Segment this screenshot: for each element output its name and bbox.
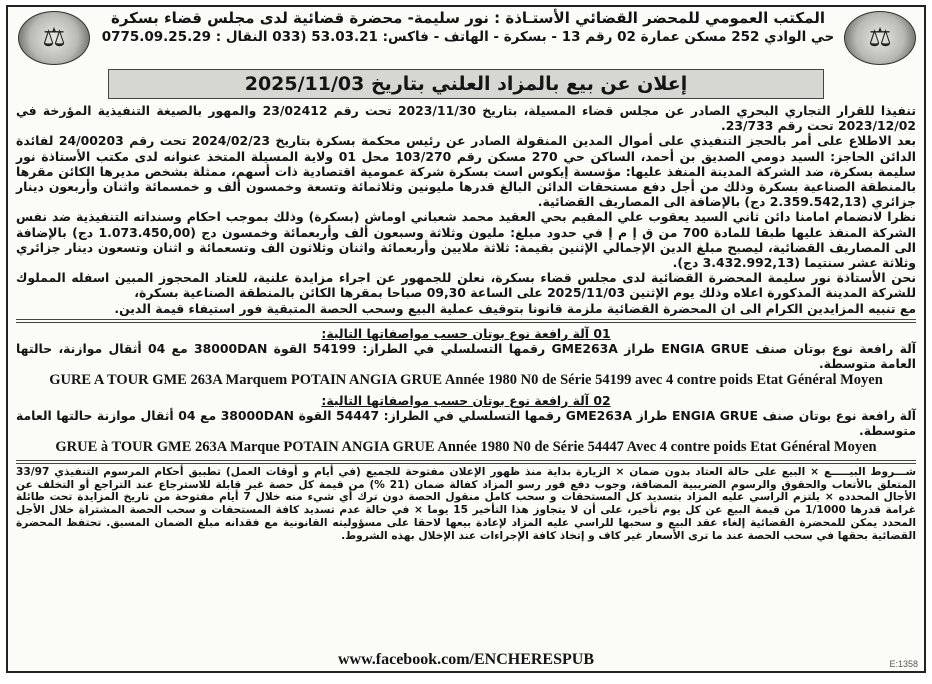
notice-body	[16, 103, 916, 543]
lot-description-fr: GRUE à TOUR GME 263A Marque POTAIN ANGIA GRUE Année 1980 N0 de Série 54447 Avec 4 contre poids Etat Général Moyen	[55, 438, 877, 455]
office-info	[100, 9, 836, 46]
paragraph-second-creditor: نظرا لانضمام امامنا دائن ثاني السيد يعقوب علي المقيم بحي العقيد محمد شعباني اوماش (بسكرة) وذلك بموجب احكام وسنداته التنفيذية ضد نفس الشركة المنفذ عليها طبقا للمادة 700 من ق إ م إ في حدود مبلغ: مليون وثلاثة وسبعون ألف وأربعمائة وخمسون دج (1.073.450,00 دج) بالإضافة الى المصاريف القضائية، ليصبح مبلغ الدين الإجمالي الإثنين بقيمة: ثلاثة ملايين وأربعمائة واثنان وثلاثون الف وتسعمائة و اثنان وتسعون دينار جزائري وثلاثة عشر سنتيما (3.432.992,13 دج).	[16, 209, 916, 271]
lot-heading: 01 آلة رافعة نوع بوتان حسب مواصفاتها التالية:	[321, 325, 611, 341]
sale-conditions: شـــروط البيـــــع × البيع على حالة العتاد بدون ضمان × الزيارة بداية منذ ظهور الإعلان مفتوحة للجميع (في أيام و أوقات العمل) تطبيق أحكام المرسوم التنفيذي 33/97 المتعلق بالأتعاب والحقوق والرسوم الضريبية المضافة، وجوب دفع فور رسو المزاد كفالة ضمان (21 %) من قيمة كل حصة غير قابلة للاسترجاع عند التراجع أو التخلف عن الأجال المحدده × يلتزم الراسي عليه المزاد بتسديد كل المستحقات و سحب كامل منقول الحصة دون ترك أي شيء منه خلال 7 أيام مفتوحة من تاريخ المزايدة تحت طائلة غرامة قدرها 1/1000 من قيمة البيع عن كل يوم تأخير، على أن لا يتجاوز هذا التأخير 15 يوما × في حالة عدم تسديد كافة المستحقات و سحب الحصة المشتراة خلال الأجل المحدد يمكن للمحضرة القضائية إلغاء عقد البيع و سحبها للراسي عليه المزاد لإعادة بيعها لاحقا على مسؤوليته القانونية مع فقدانه مبلغ الضمان المسبق. تحتفظ المحضرة القضائية بحقها في سحب الحصة عند ما ترى الأسعار غير كاف و إتخاذ كافة الإجراءات عند الإخلال بهذه الشروط.	[16, 465, 916, 542]
paragraph-announcement: نحن الأستاذة نور سليمة المحضرة القضائية لدى مجلس قضاء بسكرة، نعلن للجمهور عن اجراء مزايدة علنية، للعتاد المحجوز المبين اسفله المملوك للشركة المدينة المذكورة اعلاه وذلك يوم الإثنين 2025/11/03 على الساعة 09,30 صباحا بمقرها الكائن بالمنطقة الصناعية بسكرة،	[16, 270, 916, 301]
lot-2	[16, 393, 916, 457]
office-address: حي الوادي 252 مسكن عمارة 02 رقم 13 - بسكرة - الهاتف - فاكس: 53.03.21 (033 النقال : 0775.09.25.29	[101, 29, 835, 45]
paragraph-seizure: بعد الاطلاع على أمر بالحجز التنفيذي على أموال المدين المنقولة الصادر عن رئيس محكمة بسكرة بتاريخ 2024/02/23 تحت رقم 24/00203 لفائدة الدائن الحاجز: السيد دومي الصديق بن أحمد، الساكن حي 270 مسكن رقم 103/270 محل 01 ولاية المسيلة المتخذ عنوانه لدى مكتب الأستاذة نور سليمة بسكرة، ضد الشركة المدينة المنفذ عليها: مؤسسة إيكوس است بسكرة شركة عمومية اقتصادية ذات أسهم، ممثلة بشخص مديرها الكائن مقرها بالمنطقة الصناعية بسكرة وذلك من أجل دفع مستحقات الدائن البالغ قدرها مليونين وثلاثمائة وتسعة وخمسون ألف و خمسمائة واثنان وأربعون دينار جزائري (2.359.542,13 دج) بالإضافة الى المصاريف القضائية.	[16, 133, 917, 210]
lot-heading: 02 آلة رافعة نوع بوتان حسب مواصفاتها التالية:	[321, 392, 611, 408]
justice-scales-logo	[18, 11, 90, 65]
lot-description-ar: آلة رافعة نوع بوتان صنف ENGIA GRUE طراز GME263A رقمها التسلسلي في الطراز: 54447 القوة 38000DAN مع 04 أثقال موازنة حالتها العامة متوسطة.	[16, 407, 917, 438]
notice-title: إعلان عن بيع بالمزاد العلني بتاريخ 2025/11/03	[108, 69, 824, 99]
reference-code: E:1358	[889, 659, 918, 669]
justice-scales-logo	[844, 11, 916, 65]
scales-icon: ⚖	[42, 23, 66, 53]
notice-header	[14, 9, 918, 65]
paragraph-execution: تنفيذا للقرار التجاري البحري الصادر عن مجلس قضاء المسيلة، بتاريخ 2023/11/30 تحت رقم 23/02412 والمهور بالصيغة التنفيذية المؤرخة في 2023/12/02 تحت رقم 23/733.	[16, 103, 916, 134]
lot-description-ar: آلة رافعة نوع بوتان صنف ENGIA GRUE طراز GME263A رقمها التسلسلي في الطراز: 54199 القوة 38000DAN مع 04 أثقال موازنة، حالتها العامة متوسطة.	[16, 340, 916, 371]
auction-notice	[6, 5, 926, 673]
scales-icon: ⚖	[868, 23, 892, 53]
lot-1	[16, 326, 916, 390]
divider	[16, 460, 916, 464]
paragraph-warning: مع تنبيه المزايدين الكرام الى ان المحضرة القضائية ملزمة قانونا بتوقيف عملية البيع وسحب الحصة المتبقية فور استيفاء قيمة الدين.	[114, 300, 916, 316]
website-link[interactable]: www.facebook.com/ENCHERESPUB	[337, 651, 594, 668]
divider	[16, 319, 916, 323]
office-name: المكتب العمومي للمحضر القضائي الأستـاذة : نور سليمة- محضرة قضائية لدى مجلس قضاء بسكرة	[110, 9, 825, 27]
lot-description-fr: GURE A TOUR GME 263A Marquem POTAIN ANGIA GRUE Année 1980 N0 de Série 54199 avec 4 contre poids Etat Général Moyen	[49, 371, 883, 388]
